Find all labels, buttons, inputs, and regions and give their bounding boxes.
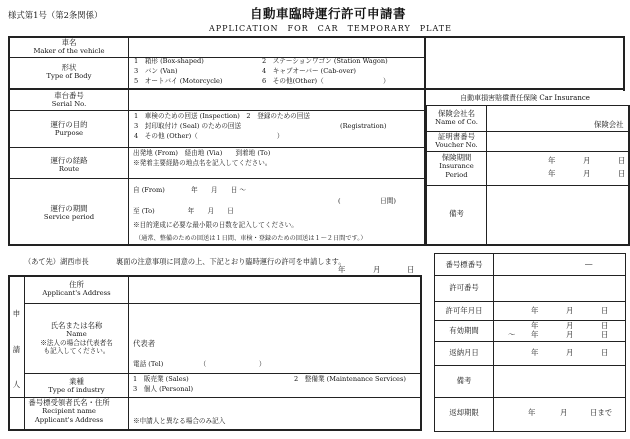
validity-year-2: 年 — [531, 330, 539, 339]
deadline-year: 年 — [528, 408, 536, 417]
industry-label: 業種 Type of industry — [48, 377, 105, 395]
applicant-side-3: 人 — [12, 380, 21, 389]
ins-year-1: 年 — [548, 156, 556, 165]
route-label: 運行の経路 Route — [50, 156, 88, 174]
validity-month-2: 月 — [566, 330, 574, 339]
period-to[interactable]: 至 (To) 年 月 日 — [133, 207, 234, 215]
body-option-4[interactable]: 4 キャブオーバー (Cab-over) — [262, 67, 356, 75]
body-type-label: 形状 Type of Body — [46, 63, 92, 81]
tel-field[interactable]: 電話 (Tel) （ ） — [133, 360, 266, 368]
form-title-english: APPLICATION FOR CAR TEMPORARY PLATE — [209, 24, 452, 33]
insurance-company-suffix: 保険会社 — [594, 120, 624, 129]
form-title: 自動車臨時運行許可申請書 — [250, 6, 407, 21]
purpose-option-3[interactable]: 3 封印取付け (Seal) のための回送 — [134, 122, 242, 130]
industry-option-2[interactable]: 2 整備業 (Maintenance Services) — [294, 375, 406, 383]
plate-number-label: 番号標番号 — [445, 260, 483, 269]
deadline-month: 月 — [560, 408, 568, 417]
period-days[interactable]: ( 日間) — [338, 197, 396, 205]
ins-year-2: 年 — [548, 169, 556, 178]
permit-year: 年 — [531, 306, 539, 315]
deadline-until: 日まで — [590, 408, 613, 417]
form-number: 様式第1号（第2条関係） — [8, 10, 103, 20]
representative-label: 代表者 — [133, 339, 156, 348]
maker-label: 車名 Maker of the vehicle — [33, 38, 105, 56]
insurance-company-label: 保険会社名 Name of Co. — [435, 109, 478, 127]
permit-month: 月 — [566, 306, 574, 315]
maker-field[interactable] — [130, 38, 424, 56]
serial-label: 車台番号 Serial No. — [51, 91, 87, 109]
office-table — [434, 253, 626, 432]
ins-month-1: 月 — [583, 156, 591, 165]
ins-month-2: 月 — [583, 169, 591, 178]
return-deadline-label: 返却期限 — [449, 408, 479, 417]
period-from[interactable]: 自 (From) 年 月 日 ～ — [133, 186, 247, 194]
app-day: 日 — [407, 265, 415, 274]
recipient-label: 番号標受領者氏名・住所 Recipient name Applicant's Address — [28, 398, 110, 424]
purpose-registration: (Registration) — [340, 122, 387, 130]
validity-year-1: 年 — [531, 321, 539, 330]
return-date-label: 返納月日 — [449, 348, 479, 357]
validity-month-1: 月 — [566, 321, 574, 330]
plate-dash: ― — [585, 259, 593, 268]
period-note-2: （通常、整備のための回送は１日間、車検・登録のための回送は１～２日間です。） — [135, 235, 367, 242]
industry-option-3[interactable]: 3 個人 (Personal) — [133, 385, 194, 393]
return-month: 月 — [566, 348, 574, 357]
body-option-5[interactable]: 5 オートバイ (Motorcycle) — [134, 77, 223, 85]
period-label: 運行の期間 Service period — [43, 204, 95, 222]
recipient-note: ※申請人と異なる場合のみ記入 — [133, 417, 226, 425]
insurance-remarks-label: 備考 — [449, 209, 464, 218]
app-year: 年 — [338, 265, 346, 274]
purpose-option-1-2[interactable]: 1 車検のための回送 (Inspection) 2 登録のための回送 — [134, 112, 310, 120]
period-note: ※目的達成に必要な最小限の日数を記入してください。 — [133, 221, 298, 229]
app-month: 月 — [373, 265, 381, 274]
applicant-side-1: 申 — [12, 309, 21, 318]
addressee: （あて先）湖西市長 — [24, 257, 89, 266]
ins-day-1: 日 — [618, 156, 626, 165]
body-option-2[interactable]: 2 ステーションワゴン (Station Wagon) — [262, 57, 388, 65]
purpose-option-4[interactable]: 4 その他 (Other)（ ） — [134, 132, 284, 140]
validity-day-1: 日 — [601, 321, 609, 330]
route-note: ※発着主要経路の地点名を記入してください。 — [133, 159, 272, 167]
address-label: 住所 Applicant's Address — [42, 280, 111, 298]
permit-number-label: 許可番号 — [449, 283, 479, 292]
consent-text: 裏面の注意事項に同意の上、下記とおり臨時運行の許可を申請します。 — [116, 257, 346, 266]
address-field[interactable] — [130, 278, 420, 302]
body-option-6[interactable]: 6 その他(Other)（ ） — [262, 77, 390, 85]
purpose-label: 運行の目的 Purpose — [50, 120, 88, 138]
body-option-1[interactable]: 1 箱形 (Box-shaped) — [134, 57, 204, 65]
insurance-period-label: 保険期間 Insurance Period — [439, 153, 474, 179]
voucher-label: 証明書番号 Voucher No. — [435, 132, 478, 150]
insurance-title: 自動車損害賠償責任保険 Car Insurance — [460, 94, 590, 102]
validity-label: 有効期間 — [449, 326, 479, 335]
ins-day-2: 日 — [618, 169, 626, 178]
applicant-side-2: 請 — [12, 345, 21, 354]
serial-field[interactable] — [130, 91, 424, 109]
validity-day-2: 日 — [601, 330, 609, 339]
route-points[interactable]: 出発地 (From) 経由地 (Via) 到着地 (To) — [133, 149, 271, 157]
return-day: 日 — [601, 348, 609, 357]
validity-tilde: ～ — [508, 330, 516, 339]
name-label: 氏名または名称 Name ※法人の場合は代表者名 も記入してください。 — [40, 321, 113, 355]
body-option-3[interactable]: 3 バン (Van) — [134, 67, 178, 75]
office-remarks-label: 備考 — [456, 376, 472, 385]
permit-date-label: 許可年月日 — [445, 306, 483, 315]
return-year: 年 — [531, 348, 539, 357]
industry-option-1[interactable]: 1 販売業 (Sales) — [133, 375, 189, 383]
permit-day: 日 — [601, 306, 609, 315]
